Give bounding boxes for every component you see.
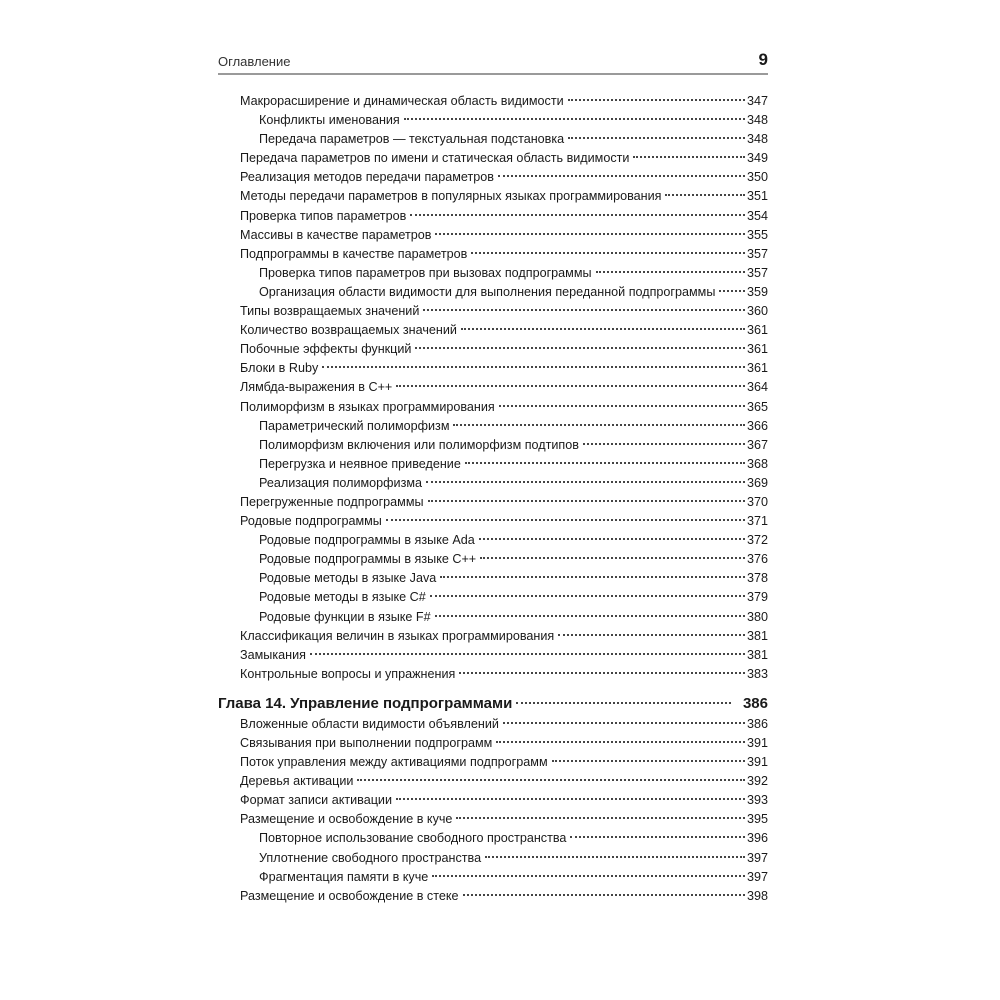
toc-entry-page: 397 <box>746 850 768 865</box>
toc-entry-page: 355 <box>746 227 768 242</box>
toc-entry-title: Передача параметров — текстуальная подстановка <box>259 132 565 147</box>
toc-entry-title: Передача параметров по имени и статическая область видимости <box>240 151 630 166</box>
toc-entry-title: Классификация величин в языках программирования <box>240 628 555 643</box>
toc-entry-title: Реализация методов передачи параметров <box>240 170 494 185</box>
dot-leader <box>485 856 745 858</box>
toc-entry-page: 369 <box>746 475 768 490</box>
toc-entry-title: Перегрузка и неявное приведение <box>259 456 461 471</box>
toc-entry-page: 361 <box>746 323 768 338</box>
toc-entry-title: Родовые подпрограммы <box>240 514 382 529</box>
toc-entry-page: 376 <box>746 552 768 567</box>
dot-leader <box>499 405 745 407</box>
page-number: 9 <box>758 50 768 69</box>
toc-entry[interactable] <box>218 207 768 226</box>
toc-entry-title: Родовые методы в языке C# <box>259 590 426 605</box>
dot-leader <box>453 424 745 426</box>
dot-leader <box>423 309 745 311</box>
dot-leader <box>516 702 731 704</box>
dot-leader <box>456 817 745 819</box>
table-of-contents <box>218 92 768 906</box>
toc-entry-title: Размещение и освобождение в куче <box>240 812 453 827</box>
dot-leader <box>459 672 745 674</box>
toc-entry[interactable] <box>218 245 768 264</box>
toc-entry-title: Проверка типов параметров при вызовах подпрограммы <box>259 265 592 280</box>
toc-entry-page: 378 <box>746 571 768 586</box>
toc-entry[interactable] <box>218 627 768 646</box>
toc-entry-title: Массивы в качестве параметров <box>240 227 432 242</box>
toc-entry-page: 391 <box>746 755 768 770</box>
toc-entry-title: Повторное использование свободного пространства <box>259 831 567 846</box>
toc-entry-title: Формат записи активации <box>240 793 392 808</box>
toc-entry-page: 361 <box>746 342 768 357</box>
toc-entry-page: 367 <box>746 437 768 452</box>
toc-entry-page: 393 <box>746 793 768 808</box>
toc-entry-page: 361 <box>746 361 768 376</box>
toc-entry-title: Уплотнение свободного пространства <box>259 850 482 865</box>
toc-entry[interactable] <box>218 130 768 149</box>
dot-leader <box>596 271 745 273</box>
toc-entry-title: Родовые функции в языке F# <box>259 609 431 624</box>
toc-entry-title: Типы возвращаемых значений <box>240 304 420 319</box>
dot-leader <box>558 634 745 636</box>
dot-leader <box>471 252 745 254</box>
toc-entry-page: 386 <box>742 694 768 712</box>
dot-leader <box>435 233 745 235</box>
dot-leader <box>498 175 745 177</box>
toc-entry[interactable] <box>218 829 768 848</box>
toc-entry[interactable] <box>218 588 768 607</box>
toc-entry-title: Деревья активации <box>240 774 354 789</box>
dot-leader <box>430 595 745 597</box>
toc-entry[interactable] <box>218 92 768 111</box>
toc-entry[interactable] <box>218 455 768 474</box>
toc-entry-title: Количество возвращаемых значений <box>240 323 457 338</box>
dot-leader <box>415 347 745 349</box>
toc-entry-page: 398 <box>746 888 768 903</box>
dot-leader <box>428 500 745 502</box>
toc-entry-title: Родовые подпрограммы в языке Ada <box>259 533 475 548</box>
toc-entry[interactable] <box>218 715 768 734</box>
toc-entry[interactable] <box>218 868 768 887</box>
toc-entry-title: Параметрический полиморфизм <box>259 418 450 433</box>
toc-entry[interactable] <box>218 187 768 206</box>
toc-entry-page: 366 <box>746 418 768 433</box>
toc-entry-page: 397 <box>746 869 768 884</box>
toc-entry-title: Контрольные вопросы и упражнения <box>240 666 456 681</box>
toc-entry-title: Конфликты именования <box>259 113 400 128</box>
toc-entry-page: 359 <box>746 284 768 299</box>
toc-entry-page: 368 <box>746 456 768 471</box>
toc-entry[interactable] <box>218 569 768 588</box>
dot-leader <box>568 137 745 139</box>
dot-leader <box>396 798 745 800</box>
toc-entry-title: Замыкания <box>240 647 306 662</box>
toc-entry[interactable] <box>218 493 768 512</box>
toc-entry-page: 383 <box>746 666 768 681</box>
toc-entry[interactable] <box>218 753 768 772</box>
toc-entry[interactable] <box>218 608 768 627</box>
toc-entry-title: Лямбда-выражения в C++ <box>240 380 393 395</box>
toc-entry[interactable] <box>218 550 768 569</box>
toc-entry-title: Полиморфизм включения или полиморфизм подтипов <box>259 437 579 452</box>
toc-entry[interactable] <box>218 264 768 283</box>
toc-entry-page: 348 <box>746 113 768 128</box>
toc-entry[interactable] <box>218 531 768 550</box>
toc-entry[interactable] <box>218 283 768 302</box>
dot-leader <box>496 741 745 743</box>
dot-leader <box>322 366 745 368</box>
toc-entry[interactable] <box>218 226 768 245</box>
toc-entry-page: 379 <box>746 590 768 605</box>
toc-entry[interactable] <box>218 436 768 455</box>
toc-entry-title: Подпрограммы в качестве параметров <box>240 246 468 261</box>
dot-leader <box>568 99 745 101</box>
toc-entry-page: 357 <box>746 265 768 280</box>
toc-entry[interactable] <box>218 772 768 791</box>
toc-entry-title: Реализация полиморфизма <box>259 475 423 490</box>
toc-entry-page: 349 <box>746 151 768 166</box>
toc-entry-page: 350 <box>746 170 768 185</box>
dot-leader <box>386 519 745 521</box>
toc-entry[interactable] <box>218 378 768 397</box>
toc-entry[interactable] <box>218 149 768 168</box>
toc-entry[interactable] <box>218 340 768 359</box>
toc-chapter-entry[interactable] <box>218 693 768 715</box>
toc-entry-page: 357 <box>746 246 768 261</box>
toc-entry-title: Вложенные области видимости объявлений <box>240 716 499 731</box>
dot-leader <box>461 328 745 330</box>
toc-entry[interactable] <box>218 665 768 684</box>
dot-leader <box>465 462 745 464</box>
toc-entry-title: Организация области видимости для выполнения переданной подпрограммы <box>259 284 716 299</box>
dot-leader <box>665 194 745 196</box>
toc-entry[interactable] <box>218 512 768 531</box>
toc-entry-page: 381 <box>746 628 768 643</box>
toc-entry[interactable] <box>218 302 768 321</box>
running-header <box>218 52 768 72</box>
dot-leader <box>396 385 745 387</box>
toc-entry-title: Родовые подпрограммы в языке C++ <box>259 552 477 567</box>
dot-leader <box>583 443 745 445</box>
toc-entry-title: Поток управления между активациями подпрограмм <box>240 755 548 770</box>
dot-leader <box>480 557 745 559</box>
dot-leader <box>440 576 745 578</box>
toc-entry-title: Методы передачи параметров в популярных языках программирования <box>240 189 662 204</box>
toc-entry-page: 371 <box>746 514 768 529</box>
toc-entry-page: 370 <box>746 494 768 509</box>
running-header-title: Оглавление <box>218 54 291 69</box>
toc-entry-page: 360 <box>746 304 768 319</box>
toc-entry-title: Фрагментация памяти в куче <box>259 869 429 884</box>
toc-entry[interactable] <box>218 474 768 493</box>
toc-entry-page: 365 <box>746 399 768 414</box>
toc-entry-page: 351 <box>746 189 768 204</box>
toc-entry-title: Макрорасширение и динамическая область видимости <box>240 94 564 108</box>
dot-leader <box>310 653 745 655</box>
toc-entry-page: 347 <box>746 94 768 108</box>
toc-entry-title: Глава 14. Управление подпрограммами <box>218 694 513 712</box>
toc-entry[interactable] <box>218 359 768 378</box>
dot-leader <box>463 894 745 896</box>
toc-entry[interactable] <box>218 321 768 340</box>
toc-entry-title: Связывания при выполнении подпрограмм <box>240 736 493 750</box>
dot-leader <box>357 779 745 781</box>
toc-entry[interactable] <box>218 646 768 665</box>
dot-leader <box>552 760 745 762</box>
toc-entry-page: 372 <box>746 533 768 548</box>
toc-entry-title: Перегруженные подпрограммы <box>240 494 424 509</box>
dot-leader <box>432 875 745 877</box>
dot-leader <box>503 722 745 724</box>
toc-entry-page: 364 <box>746 380 768 395</box>
dot-leader <box>435 615 745 617</box>
dot-leader <box>479 538 745 540</box>
dot-leader <box>410 214 745 216</box>
toc-entry[interactable] <box>218 398 768 417</box>
toc-entry-title: Побочные эффекты функций <box>240 342 412 357</box>
toc-entry-page: 381 <box>746 647 768 662</box>
toc-entry-page: 392 <box>746 774 768 789</box>
toc-entry-page: 348 <box>746 132 768 147</box>
toc-entry-title: Размещение и освобождение в стеке <box>240 888 459 903</box>
toc-entry[interactable] <box>218 417 768 436</box>
toc-entry[interactable] <box>218 734 768 753</box>
toc-entry-page: 395 <box>746 812 768 827</box>
dot-leader <box>570 836 745 838</box>
dot-leader <box>633 156 745 158</box>
toc-entry[interactable] <box>218 791 768 810</box>
toc-entry[interactable] <box>218 849 768 868</box>
toc-entry[interactable] <box>218 168 768 187</box>
dot-leader <box>426 481 745 483</box>
toc-entry-page: 380 <box>746 609 768 624</box>
dot-leader <box>719 290 745 292</box>
toc-entry-title: Проверка типов параметров <box>240 208 407 223</box>
dot-leader <box>404 118 745 120</box>
toc-entry-title: Полиморфизм в языках программирования <box>240 399 495 414</box>
toc-entry-title: Блоки в Ruby <box>240 361 319 376</box>
toc-entry-page: 391 <box>746 736 768 750</box>
toc-entry-page: 396 <box>746 831 768 846</box>
toc-entry-title: Родовые методы в языке Java <box>259 571 437 586</box>
toc-entry-page: 386 <box>746 716 768 731</box>
toc-entry-page: 354 <box>746 208 768 223</box>
toc-entry[interactable] <box>218 810 768 829</box>
header-divider <box>218 73 768 75</box>
toc-entry[interactable] <box>218 887 768 906</box>
toc-entry[interactable] <box>218 111 768 130</box>
